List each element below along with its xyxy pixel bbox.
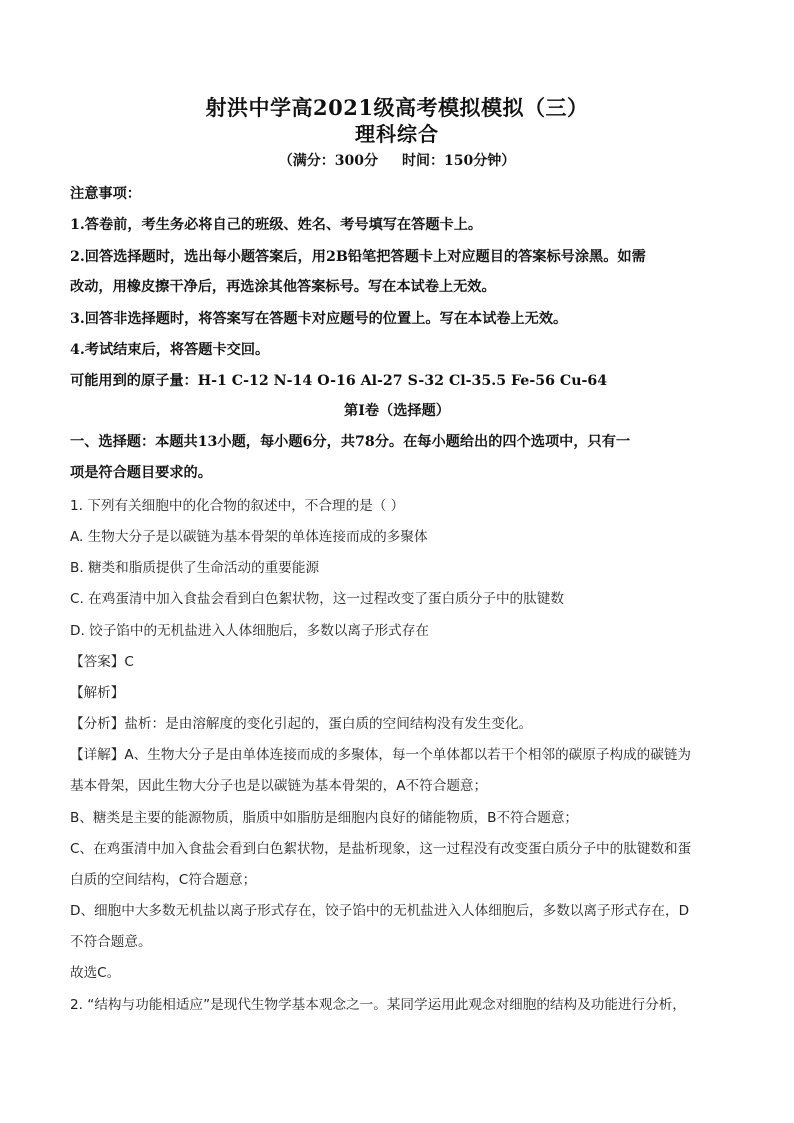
section-title: 第I卷（选择题） [344,403,450,419]
notice-item-2-line1: 2.回答选择题时，选出每小题答案后，用2B铅笔把答题卡上对应题目的答案标号涂黑。如需 [70,249,646,265]
option-c-explanation-line1: C、在鸡蛋清中加入食盐会看到白色絮状物，是盐析现象，这一过程没有改变蛋白质分子中的肽键数和蛋 [70,841,692,857]
conclusion-text: 故选C。 [70,965,121,981]
answer-label: 【答案】C [70,654,134,670]
xiangjie-line1: 【详解】A、生物大分子是由单体连接而成的多聚体，每一个单体都以若干个相邻的碳原子构成的碳链为 [70,747,692,763]
question-1-option-c: C. 在鸡蛋清中加入食盐会看到白色絮状物，这一过程改变了蛋白质分子中的肽键数 [70,591,564,607]
question-1-option-a: A. 生物大分子是以碳链为基本骨架的单体连接而成的多聚体 [70,529,428,545]
notice-item-1: 1.答卷前，考生务必将自己的班级、姓名、考号填写在答题卡上。 [70,217,483,233]
question-1-stem: 1. 下列有关细胞中的化合物的叙述中，不合理的是（ ） [70,498,405,514]
exam-info [0,150,794,170]
atomic-mass-line: 可能用到的原子量：H-1 C-12 N-14 O-16 Al-27 S-32 Cl-35.5 Fe-56 Cu-64 [70,373,608,389]
analysis-label: 【解析】 [70,685,125,701]
section-intro-line2: 项是符合题目要求的。 [70,465,212,481]
question-1-option-d: D. 饺子馅中的无机盐进入人体细胞后，多数以离子形式存在 [70,623,429,639]
exam-time: 时间：150分钟） [402,153,516,169]
question-2-stem: 2. “结构与功能相适应”是现代生物学基本观念之一。某同学运用此观念对细胞的结构及功能进行分析， [70,997,686,1013]
subject-title: 理科综合 [355,122,439,146]
fenxi-text: 【分析】盐析：是由溶解度的变化引起的，蛋白质的空间结构没有发生变化。 [70,716,533,732]
section-intro-line1: 一、选择题：本题共13小题，每小题6分，共78分。在每小题给出的四个选项中，只有一 [70,434,631,450]
xiangjie-line2: 基本骨架，因此生物大分子也是以碳链为基本骨架的，A不符合题意； [70,778,488,794]
option-c-explanation-line2: 白质的空间结构，C符合题意； [70,872,257,888]
notice-item-3: 3.回答非选择题时，将答案写在答题卡对应题号的位置上。写在本试卷上无效。 [70,311,568,327]
notice-item-4: 4.考试结束后，将答题卡交回。 [70,342,270,358]
full-score: （满分：300分 [278,153,378,169]
option-d-explanation-line1: D、细胞中大多数无机盐以离子形式存在，饺子馅中的无机盐进入人体细胞后，多数以离子形式存在，D [70,903,690,919]
page-title: 射洪中学高2021级高考模拟模拟（三） [205,95,589,120]
option-b-explanation: B、糖类是主要的能源物质，脂质中如脂肪是细胞内良好的储能物质，B不符合题意； [70,810,579,826]
notice-item-2-line2: 改动，用橡皮擦干净后，再选涂其他答案标号。写在本试卷上无效。 [70,279,496,295]
notice-heading: 注意事项： [70,186,141,202]
question-1-option-b: B. 糖类和脂质提供了生命活动的重要能源 [70,560,320,576]
option-d-explanation-line2: 不符合题意。 [70,934,152,950]
